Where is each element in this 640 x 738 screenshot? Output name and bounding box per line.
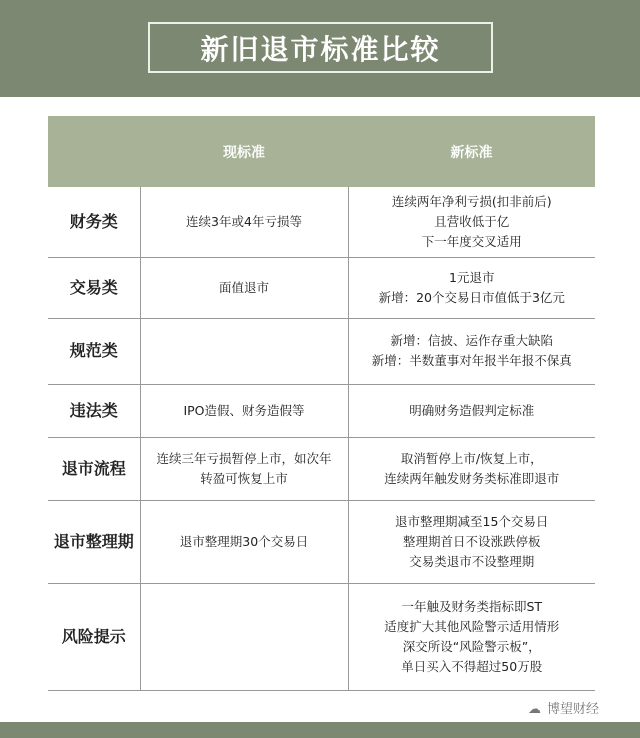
cell-new [348, 257, 595, 318]
page-title: 新旧退市标准比较 [148, 22, 493, 73]
row-label: 规范类 [48, 318, 140, 384]
cell-line: IPO造假、财务造假等 [183, 402, 305, 418]
cell-line: 下一年度交叉适用 [421, 233, 522, 249]
cell-current [140, 187, 348, 257]
cell-line: 单日买入不得超过50万股 [401, 658, 543, 674]
header-label [48, 116, 140, 187]
row-label: 风险提示 [48, 583, 140, 690]
cell-line: 整理期首日不设涨跌停板 [402, 533, 541, 549]
cell-line: 转盈可恢复上市 [200, 470, 288, 486]
watermark [528, 698, 605, 717]
footer-band [0, 722, 640, 738]
header-band [0, 0, 640, 97]
table-header [48, 116, 595, 187]
table-row [48, 437, 595, 500]
table-row [48, 500, 595, 583]
comparison-table [48, 116, 595, 691]
row-label: 退市整理期 [48, 500, 140, 583]
cell-line: 连续两年触发财务类标准即退市 [384, 470, 560, 486]
row-label: 财务类 [48, 187, 140, 257]
cell-line: 新增：信披、运作存重大缺陷 [390, 333, 553, 348]
cell-line: 取消暂停上市/恢复上市， [400, 450, 543, 466]
cell-line: 退市整理期30个交易日 [179, 533, 309, 549]
table-row [48, 384, 595, 437]
cell-line: 交易类退市不设整理期 [409, 553, 535, 569]
cell-current [140, 437, 348, 500]
table-row [48, 583, 595, 690]
cell-new [348, 583, 595, 690]
cell-new [348, 187, 595, 257]
cell-new [348, 318, 595, 384]
table-row [48, 318, 595, 384]
cell-line: 适度扩大其他风险警示适用情形 [384, 618, 560, 634]
cell-new [348, 500, 595, 583]
cell-line: 连续两年净利亏损(扣非前后) [391, 193, 552, 209]
row-label: 退市流程 [48, 437, 140, 500]
cell-line: 1元退市 [449, 269, 495, 285]
header-new: 新标准 [348, 116, 595, 187]
cell-current [140, 500, 348, 583]
wechat-icon: ☁ [528, 702, 541, 717]
cell-line: 退市整理期减至15个交易日 [395, 513, 549, 529]
cell-line: 面值退市 [218, 279, 269, 295]
cell-current [140, 583, 348, 690]
watermark-text: 博望财经 [547, 702, 600, 717]
cell-line: 连续3年或4年亏损等 [186, 213, 302, 229]
cell-line: 连续三年亏损暂停上市，如次年 [156, 450, 332, 466]
cell-current [140, 318, 348, 384]
header-current: 现标准 [140, 116, 348, 187]
cell-line: 一年触及财务类指标即ST [401, 598, 543, 614]
cell-current [140, 257, 348, 318]
cell-line: 深交所设“风险警示板”， [402, 638, 541, 654]
cell-line: 明确财务造假判定标准 [409, 402, 535, 418]
cell-current [140, 384, 348, 437]
table-row [48, 187, 595, 257]
cell-line: 新增：20个交易日市值低于3亿元 [378, 289, 565, 305]
cell-new [348, 437, 595, 500]
cell-line: 且营收低于亿 [434, 213, 510, 229]
row-label: 交易类 [48, 257, 140, 318]
row-label: 违法类 [48, 384, 140, 437]
table-row [48, 257, 595, 318]
cell-line: 新增：半数董事对年报半年报不保真 [371, 353, 572, 368]
cell-new [348, 384, 595, 437]
